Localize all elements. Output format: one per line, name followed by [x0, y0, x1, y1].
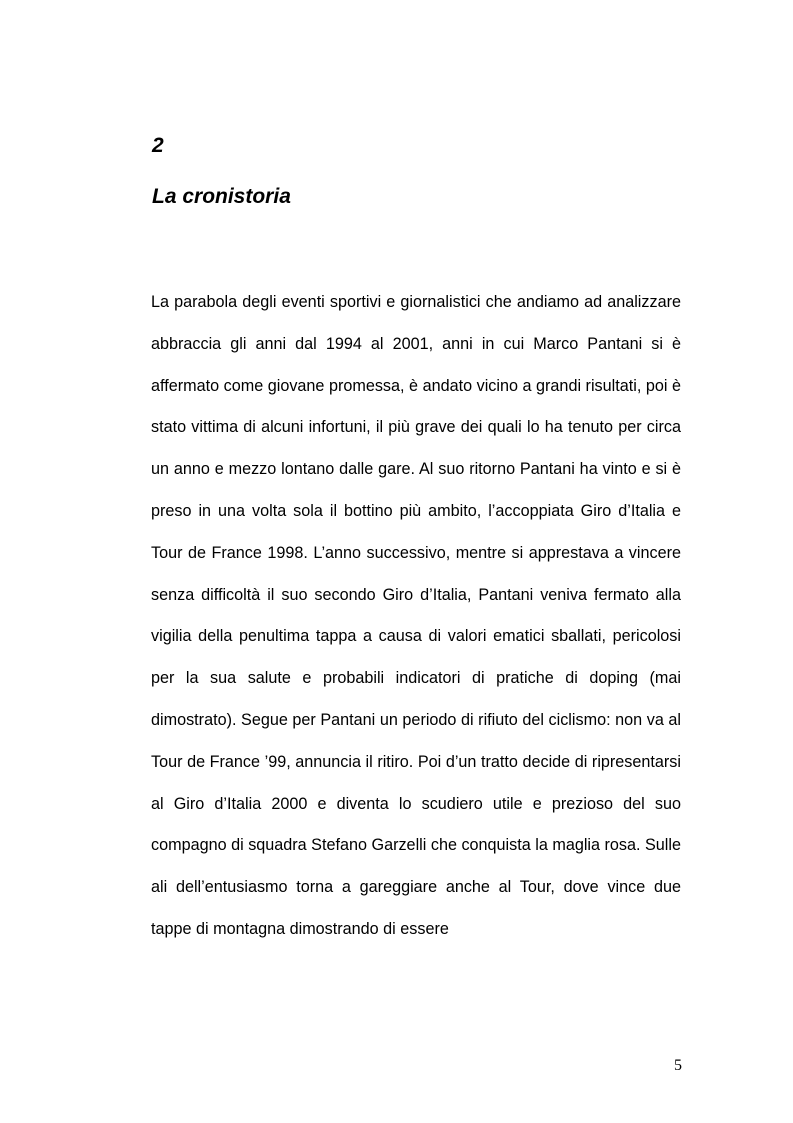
chapter-title: La cronistoria [152, 185, 291, 208]
body-paragraph: La parabola degli eventi sportivi e giornalistici che andiamo ad analizzare abbraccia gli anni dal 1994 al 2001, anni in cui Marco Pantani si è affermato come giovane promessa, è andato vicino a grandi risultati, poi è stato vittima di alcuni infortuni, il più grave dei quali lo ha tenuto per circa un anno e mezzo lontano dalle gare. Al suo ritorno Pantani ha vinto e si è preso in una volta sola il bottino più ambito, l’accoppiata Giro d’Italia e Tour de France 1998. L’anno successivo, mentre si apprestava a vincere senza difficoltà il suo secondo Giro d’Italia, Pantani veniva fermato alla vigilia della penultima tappa a causa di valori ematici sballati, pericolosi per la sua salute e probabili indicatori di pratiche di doping (mai dimostrato). Segue per Pantani un periodo di rifiuto del ciclismo: non va al Tour de France ’99, annuncia il ritiro. Poi d’un tratto decide di ripresentarsi al Giro d’Italia 2000 e diventa lo scudiero utile e prezioso del suo compagno di squadra Stefano Garzelli che conquista la maglia rosa. Sulle ali dell’entusiasmo torna a gareggiare anche al Tour, dove vince due tappe di montagna dimostrando di essere [151, 293, 681, 938]
page-number: 5 [674, 1057, 682, 1074]
chapter-number: 2 [152, 134, 164, 157]
